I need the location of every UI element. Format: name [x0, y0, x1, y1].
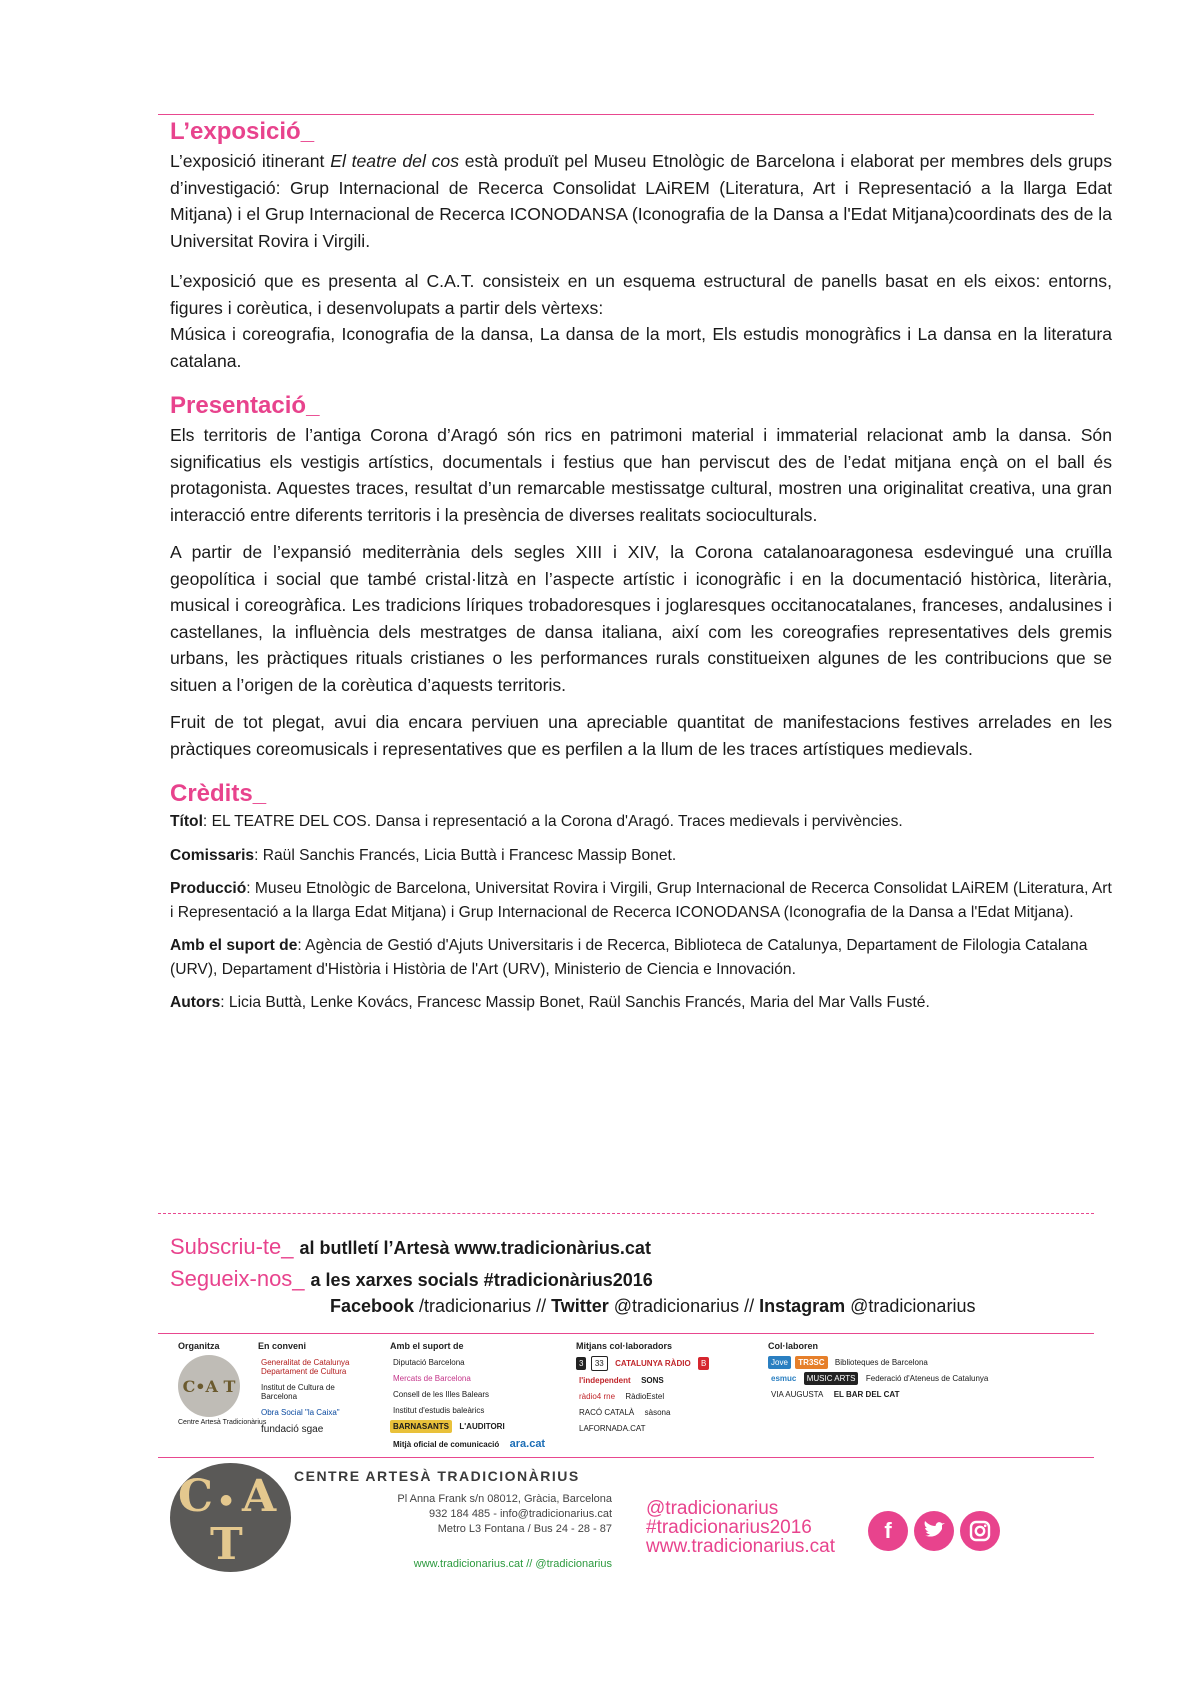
footer-transport: Metro L3 Fontana / Bus 24 - 28 - 87: [437, 1523, 612, 1535]
exhibition-title-italic: El teatre del cos: [330, 151, 459, 171]
follow-label: Segueix-nos_: [170, 1266, 305, 1291]
follow-hashtag: a les xarxes socials #tradicionàrius2016: [310, 1270, 653, 1290]
facebook-icon[interactable]: f: [868, 1511, 908, 1551]
subscribe-label: Subscriu-te_: [170, 1234, 294, 1259]
footer: [170, 1463, 1100, 1573]
presentacio-heading: Presentació_: [170, 392, 320, 419]
credit-titol: Títol: EL TEATRE DEL COS. Dansa i representació a la Corona d'Aragó. Traces medievals i pervivències.: [170, 813, 903, 830]
instagram-label[interactable]: Instagram: [759, 1296, 846, 1316]
exposicio-paragraph-1: L’exposició itinerant El teatre del cos està produït pel Museu Etnològic de Barcelona i elaborat per membres dels grups d’investigació: Grup Internacional de Recerca Consolidat LAiREM (Literatura, Art i Representació a la llarga Edat Mitjana) i el Grup Internacional de Recerca ICONODANSA (Iconografia de la Dansa a l'Edat Mitjana)coordinats des de la Universitat Rovira i Virgili.: [170, 151, 1112, 251]
logos-en-conveni: En conveni Generalitat de Catalunya Departament de Cultura Institut de Cultura de Barcelona Obra Social "la Caixa" fundació sgae: [258, 1341, 350, 1435]
cat-mini-logo: C•A T: [178, 1355, 240, 1417]
credit-autors: Autors: Licia Buttà, Lenke Kovács, Francesc Massip Bonet, Raül Sanchis Francés, Maria del Mar Valls Fusté.: [170, 994, 930, 1011]
subscribe-line: [170, 1234, 651, 1260]
sponsor-logos: [178, 1341, 1078, 1451]
credits-heading: Crèdits_: [170, 780, 267, 807]
footer-website[interactable]: www.tradicionarius.cat: [646, 1536, 836, 1557]
presentacio-paragraph-3: Fruit de tot plegat, avui dia encara perviuen una apreciable quantitat de manifestacions festives arrelades en les pràctiques coreomusicals i representatives que es perfilen a la llum de les traces artístiques medievals.: [170, 712, 1112, 759]
footer-top-rule: [158, 1457, 1094, 1458]
footer-handle[interactable]: @tradicionarius: [646, 1498, 779, 1519]
logos-top-rule: [158, 1333, 1094, 1334]
main-content: [170, 118, 1112, 1025]
logos-col-laboren: Col·laboren Jove TR3SC Biblioteques de Barcelona esmuc MUSIC ARTS Federació d'Ateneus de Catalunya VIA AUGUSTA EL BAR DEL CAT: [768, 1341, 989, 1399]
logos-organitza: Organitza C•A T Centre Artesà Tradicionàrius: [178, 1341, 267, 1426]
credit-produccio: Producció: Museu Etnològic de Barcelona, Universitat Rovira i Virgili, Grup Internacional de Recerca Consolidat LAiREM (Literatura, Art i Representació a la llarga Edat Mitjana) i Grup Internacional de Recerca ICONODANSA (Iconografia de la Dansa a l'Edat Mitjana).: [170, 880, 1112, 921]
center-name: CENTRE ARTESÀ TRADICIONÀRIUS: [294, 1468, 580, 1484]
presentacio-paragraph-2: A partir de l’expansió mediterrània dels segles XIII i XIV, la Corona catalanoaragonesa esdevingué una cruïlla geopolítica i social que també cristal·litzà en l’aspecte artístic i iconogràfic i en la documentació històrica, literària, musical i coreogràfica. Les tradicions líriques trobadoresques i joglaresques occitanocatalanes, franceses, andalusines i castellanes, la influència dels mestratges de dansa italiana, així com les coreografies representatives dels gremis urbans, les pràctiques rituals cristianes o les performances rurals constitueixen algunes de les contribucions que se situen a l’origen de la corèutica d’aquests territoris.: [170, 542, 1112, 695]
footer-contact: 932 184 485 - info@tradicionarius.cat: [429, 1508, 612, 1520]
footer-pink-links: [646, 1499, 835, 1556]
facebook-label[interactable]: Facebook: [330, 1296, 415, 1316]
cat-logo: C ● A T: [170, 1463, 291, 1572]
logos-amb-suport: Amb el suport de Diputació Barcelona Mercats de Barcelona Consell de les Illes Balears Institut d'estudis baleàrics BARNASANTS L'AUDITORI Mitjà oficial de comunicació ara.cat: [390, 1341, 546, 1450]
footer-address: Pl Anna Frank s/n 08012, Gràcia, Barcelona: [397, 1493, 612, 1505]
footer-web-mini[interactable]: www.tradicionarius.cat // @tradicionarius: [413, 1558, 612, 1570]
credit-suport: Amb el suport de: Agència de Gestió d'Ajuts Universitaris i de Recerca, Biblioteca de Catalunya, Departament de Filologia Catalana (URV), Departament d'Història i Història de l'Art (URV), Ministerio de Ciencia e Innovación.: [170, 937, 1088, 978]
social-handles: Facebook /tradicionarius // Twitter @tradicionarius // Instagram @tradicionarius: [330, 1296, 976, 1316]
exposicio-heading: L’exposició_: [170, 118, 315, 145]
instagram-icon[interactable]: [960, 1511, 1000, 1551]
subscribe-link[interactable]: al butlletí l’Artesà www.tradicionàrius.cat: [299, 1238, 651, 1258]
presentacio-paragraph-1: Els territoris de l’antiga Corona d’Aragó són rics en patrimoni material i immaterial relacionat amb la dansa. Són significatius els vestigis artístics, documentals i festius que han perviscut des de l’edat mitjana ençà on el ball és protagonista. Aquestes traces, resultat d’un remarcable mestissatge cultural, mostren una originalitat creativa, una gran interacció entre diferents territoris i la presència de diverses realitats socioculturals.: [170, 425, 1112, 525]
twitter-icon[interactable]: [914, 1511, 954, 1551]
exposicio-paragraph-3: Música i coreografia, Iconografia de la dansa, La dansa de la mort, Els estudis monogràfics i La dansa en la literatura catalana.: [170, 324, 1112, 371]
twitter-label[interactable]: Twitter: [551, 1296, 609, 1316]
credit-comissaris: Comissaris: Raül Sanchis Francés, Licia Buttà i Francesc Massip Bonet.: [170, 846, 677, 864]
follow-line: [170, 1266, 653, 1292]
top-rule: [158, 114, 1094, 115]
exposicio-paragraph-2: L’exposició que es presenta al C.A.T. consisteix en un esquema estructural de panells basat en els eixos: entorns, figures i corèutica, i desenvolupats a partir dels vèrtexs:: [170, 271, 1112, 318]
footer-hashtag: #tradicionarius2016: [646, 1517, 812, 1538]
dashed-divider: [158, 1213, 1094, 1214]
logos-mitjans: Mitjans col·laboradors 3 33 CATALUNYA RÀDIO B l'independent SONS ràdio4 rne RàdioEstel RACÓ CATALÀ sàsona LAFORNADA.CAT: [576, 1341, 746, 1437]
